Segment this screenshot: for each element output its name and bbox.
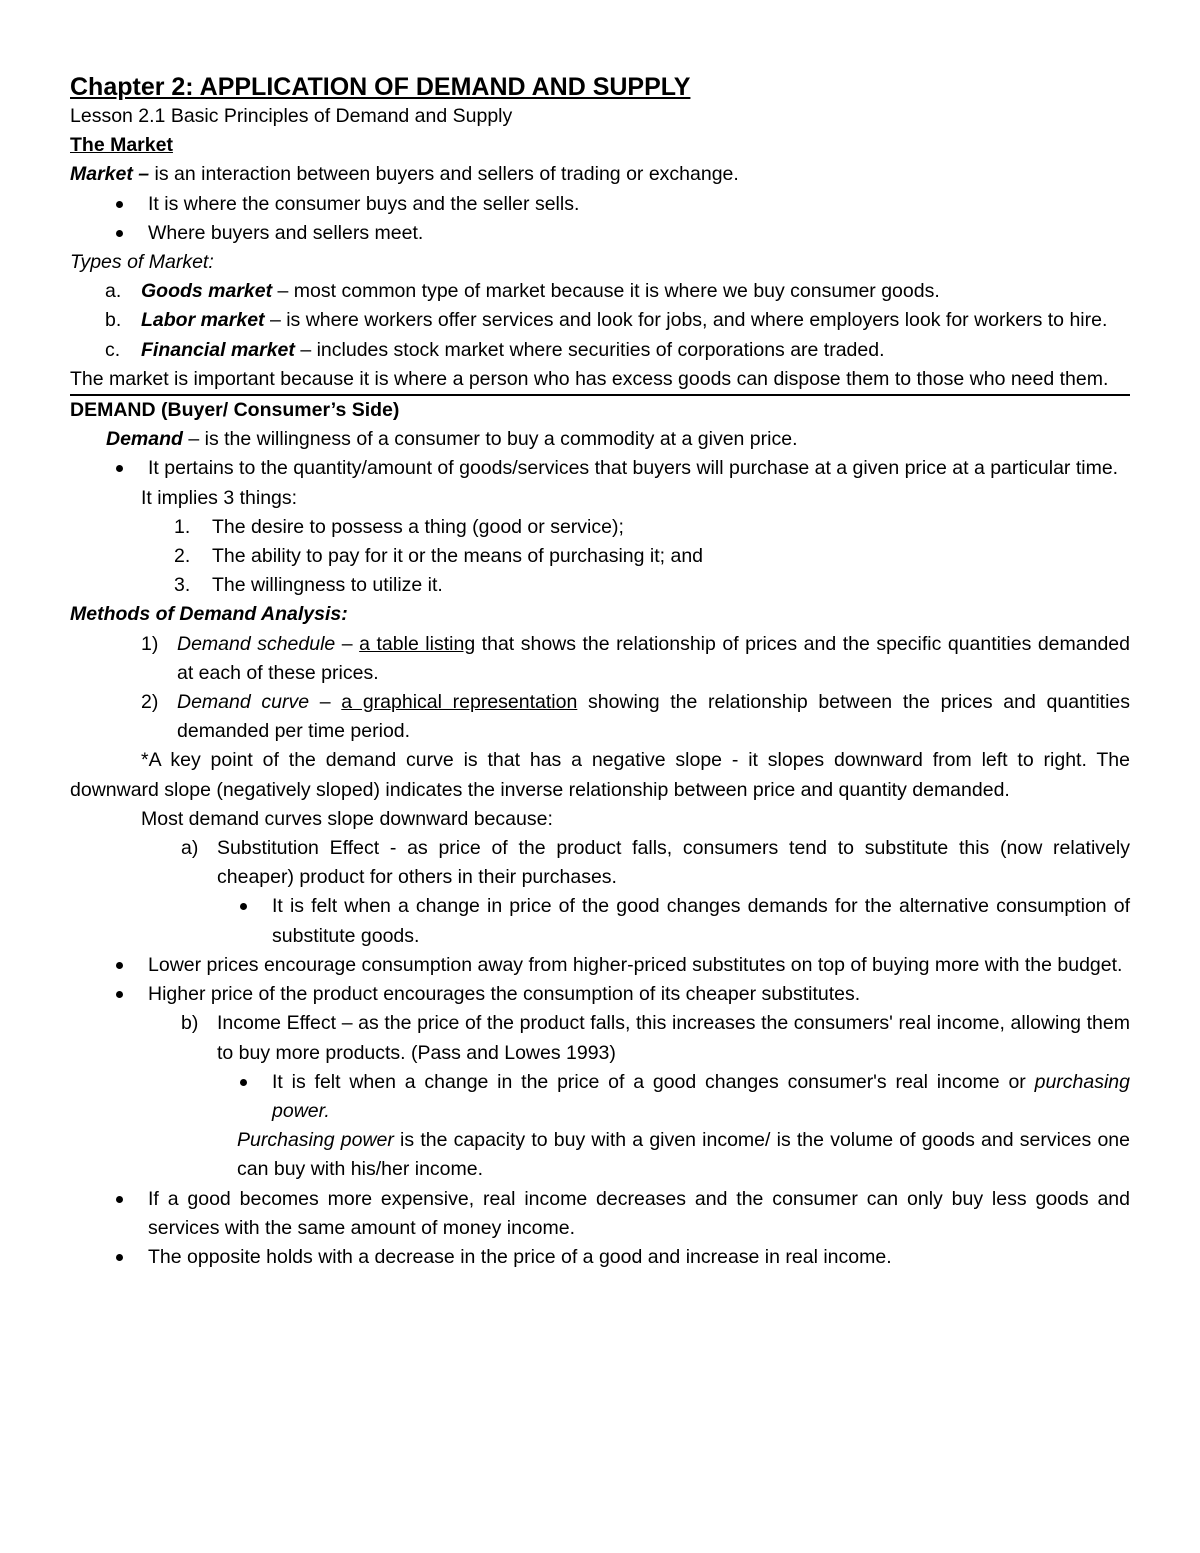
market-definition-text: is an interaction between buyers and sellers of trading or exchange. (149, 163, 739, 186)
market-importance: The market is important because it is where a person who has excess goods can dispose them to those who need them. (70, 365, 1130, 396)
list-marker: b. (105, 309, 122, 332)
market-definition (70, 160, 1130, 189)
bullet-icon (116, 230, 123, 237)
method-text: showing the relationship between the prices and quantities demanded per time period. (177, 691, 1130, 743)
list-marker: a) (181, 837, 199, 860)
bullet-icon (116, 962, 123, 969)
demand-heading: DEMAND (Buyer/ Consumer’s Side) (70, 399, 400, 422)
type-text: – is where workers offer services and look for jobs, and where employers look for workers to hire. (264, 309, 1108, 332)
bullet-icon (240, 903, 247, 910)
methods-heading: Methods of Demand Analysis: (70, 603, 348, 626)
market-term: Market – (70, 163, 150, 186)
implies-text: The willingness to utilize it. (212, 574, 443, 597)
list-marker: 1) (141, 632, 159, 655)
income-bullet-text: If a good becomes more expensive, real income decreases and the consumer can only buy less goods and services with the same amount of money income. (148, 1187, 1130, 1239)
list-item (70, 190, 1130, 219)
bullet-icon (116, 991, 123, 998)
list-item (70, 454, 1130, 483)
list-item (70, 980, 1130, 1009)
demand-bullet-text: It pertains to the quantity/amount of goods/services that buyers will purchase at a given price at a particular time. (148, 457, 1119, 480)
lesson-subtitle: Lesson 2.1 Basic Principles of Demand and Supply (70, 105, 513, 127)
substitution-text: Substitution Effect - as price of the product falls, consumers tend to substitute this (now relatively cheaper) product for others in their purchases. (217, 837, 1130, 889)
type-text: – most common type of market because it is where we buy consumer goods. (272, 280, 940, 303)
substitution-bullet-text: Higher price of the product encourages the consumption of its cheaper substitutes. (148, 983, 861, 1006)
list-item (70, 1185, 1130, 1243)
list-item (70, 306, 1130, 335)
method-text: that shows the relationship of prices and the specific quantities demanded at each of these prices. (177, 632, 1130, 684)
substitution-sub-text: It is felt when a change in price of the good changes demands for the alternative consumption of substitute goods. (272, 895, 1130, 947)
market-bullet-text: Where buyers and sellers meet. (148, 221, 424, 244)
income-sub-text: It is felt when a change in the price of a good changes consumer's real income or (272, 1070, 1035, 1093)
list-marker: 2. (174, 545, 191, 568)
list-item (70, 336, 1130, 365)
type-term: Labor market (141, 309, 265, 332)
bullet-icon (116, 465, 123, 472)
key-point: *A key point of the demand curve is that has a negative slope - it slopes downward from left to right. The downward slope (negatively sloped) indicates the inverse relationship between price and quantity demanded. (70, 749, 1130, 801)
list-item (70, 1243, 1130, 1272)
method-dash: – (309, 691, 342, 714)
income-sub-italic: purchasing power. (272, 1070, 1130, 1122)
market-heading: The Market (70, 134, 173, 157)
demand-definition (70, 425, 1130, 454)
method-term: Demand schedule (177, 632, 336, 655)
market-bullet-text: It is where the consumer buys and the seller sells. (148, 192, 580, 215)
income-text: Income Effect – as the price of the product falls, this increases the consumers' real income, allowing them to buy more products. (Pass and Lowes 1993) (217, 1012, 1130, 1064)
demand-term: Demand (106, 428, 183, 451)
purchasing-power-term: Purchasing power (237, 1129, 394, 1152)
list-marker: 2) (141, 691, 159, 714)
list-item (70, 688, 1130, 746)
method-underlined: a table listing (359, 632, 476, 655)
implies-text: The ability to pay for it or the means of purchasing it; and (212, 545, 704, 568)
bullet-icon (116, 1254, 123, 1261)
list-item (70, 571, 1130, 600)
list-marker: b) (181, 1012, 199, 1035)
type-term: Financial market (141, 338, 295, 361)
list-item (70, 630, 1130, 688)
implies-label: It implies 3 things: (141, 486, 298, 509)
list-item (70, 1009, 1130, 1067)
method-underlined: a graphical representation (341, 691, 578, 714)
method-dash: – (335, 632, 360, 655)
bullet-icon (240, 1079, 247, 1086)
demand-definition-text: – is the willingness of a consumer to buy a commodity at a given price. (182, 428, 798, 451)
chapter-title: Chapter 2: APPLICATION OF DEMAND AND SUPPLY (70, 73, 691, 101)
list-item (70, 834, 1130, 892)
list-item (70, 892, 1130, 950)
type-text: – includes stock market where securities of corporations are traded. (294, 338, 885, 361)
bullet-icon (116, 1196, 123, 1203)
type-term: Goods market (141, 280, 273, 303)
purchasing-power-text: is the capacity to buy with a given income/ is the volume of goods and services one can buy with his/her income. (237, 1129, 1130, 1181)
method-term: Demand curve (177, 691, 310, 714)
purchasing-power-paragraph (70, 1126, 1130, 1184)
substitution-bullet-text: Lower prices encourage consumption away from higher-priced substitutes on top of buying more with the budget. (148, 953, 1123, 976)
list-item (70, 542, 1130, 571)
list-marker: 1. (174, 515, 191, 538)
list-item (70, 277, 1130, 306)
list-item (70, 1068, 1130, 1126)
income-bullet-text: The opposite holds with a decrease in the price of a good and increase in real income. (148, 1245, 892, 1268)
list-marker: a. (105, 280, 122, 303)
types-label: Types of Market: (70, 251, 214, 274)
slope-reason: Most demand curves slope downward because: (141, 807, 553, 830)
bullet-icon (116, 201, 123, 208)
list-item (70, 951, 1130, 980)
implies-text: The desire to possess a thing (good or service); (212, 515, 624, 538)
list-marker: c. (105, 338, 121, 361)
list-item (70, 219, 1130, 248)
list-item (70, 513, 1130, 542)
document-page (70, 68, 1130, 1272)
list-marker: 3. (174, 574, 191, 597)
